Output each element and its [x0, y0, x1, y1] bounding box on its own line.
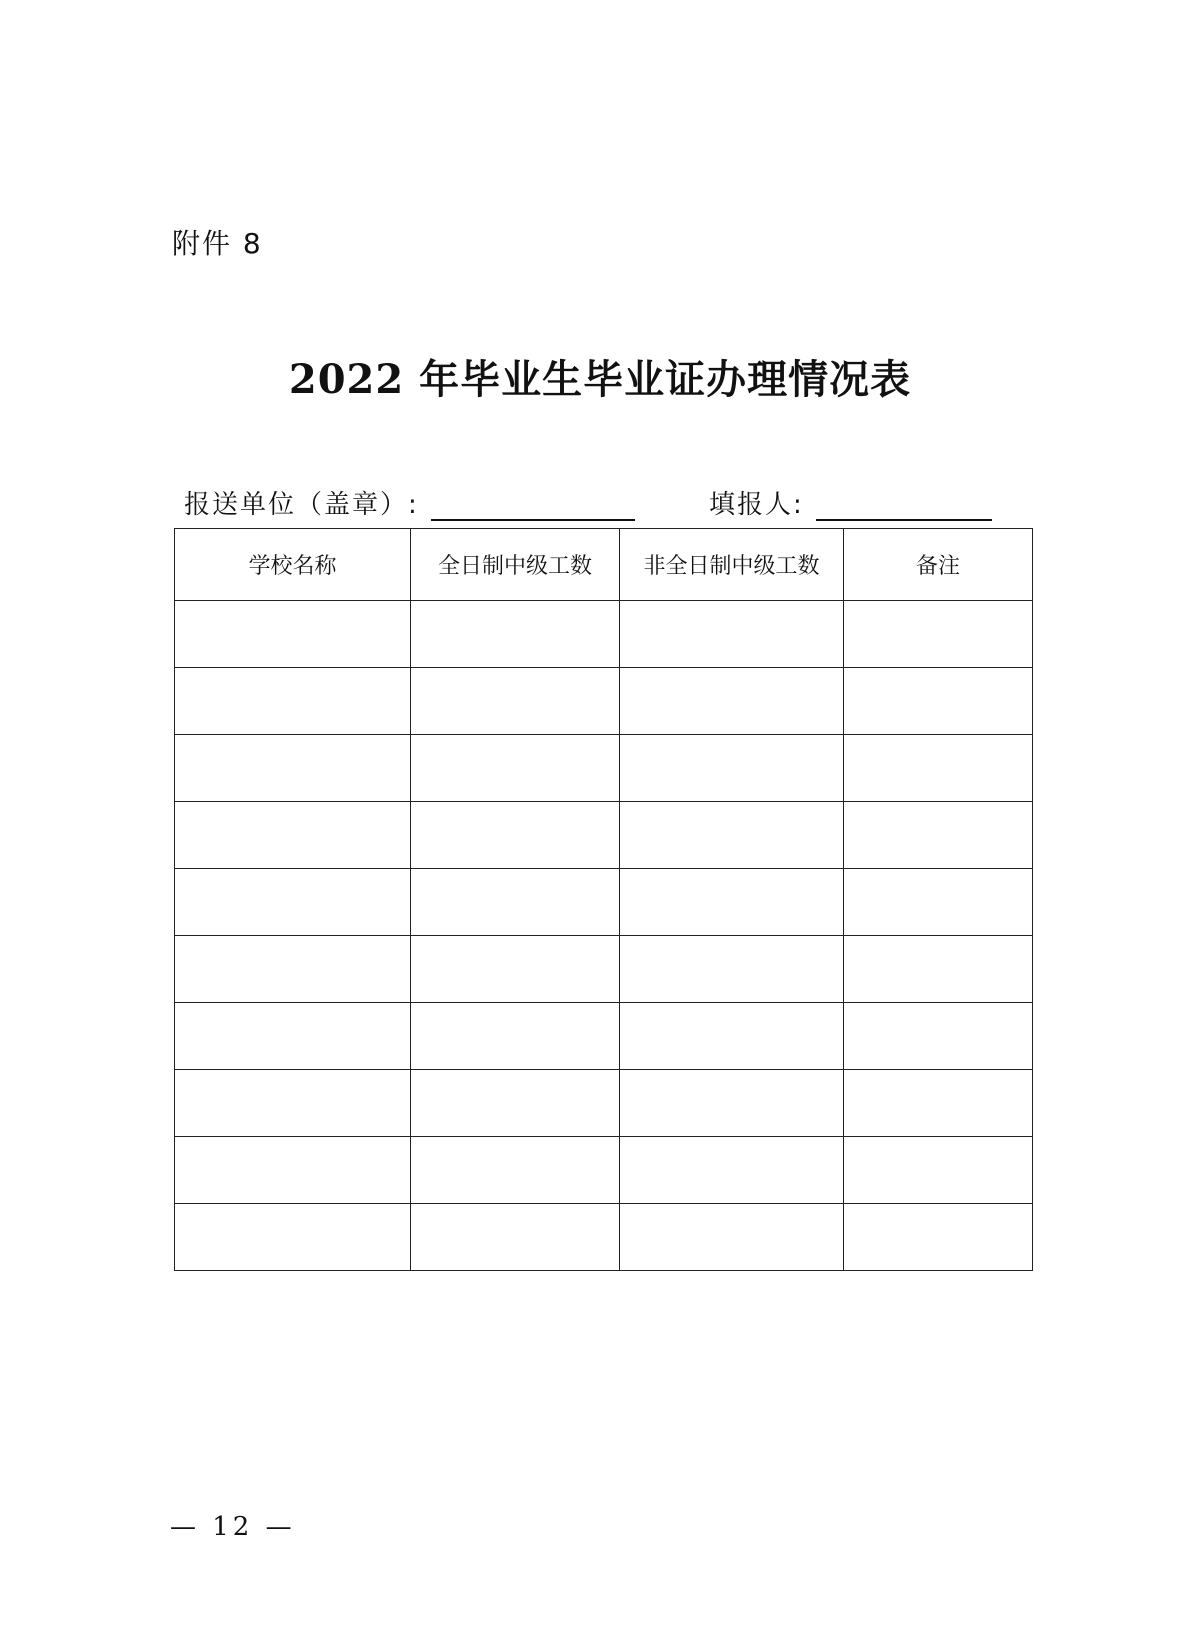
cell-fulltime-count: [411, 735, 620, 802]
cell-remarks: [844, 668, 1033, 735]
header-parttime-count: 非全日制中级工数: [620, 529, 844, 601]
table-row: [175, 1137, 1033, 1204]
reporting-unit-blank: [431, 489, 635, 521]
cell-parttime-count: [620, 1003, 844, 1070]
cell-fulltime-count: [411, 869, 620, 936]
cell-remarks: [844, 802, 1033, 869]
table-row: [175, 668, 1033, 735]
cell-parttime-count: [620, 1137, 844, 1204]
cell-remarks: [844, 1003, 1033, 1070]
reporting-unit-field: [184, 484, 635, 521]
cell-parttime-count: [620, 802, 844, 869]
reporting-unit-label: 报送单位（盖章）:: [184, 490, 419, 520]
cell-fulltime-count: [411, 1204, 620, 1271]
cell-fulltime-count: [411, 1070, 620, 1137]
cell-remarks: [844, 1204, 1033, 1271]
document-title: 2022 年毕业生毕业证办理情况表: [288, 356, 912, 403]
cell-school-name: [175, 668, 411, 735]
cell-parttime-count: [620, 735, 844, 802]
cell-fulltime-count: [411, 601, 620, 668]
cell-school-name: [175, 936, 411, 1003]
cell-remarks: [844, 869, 1033, 936]
cell-remarks: [844, 936, 1033, 1003]
cell-school-name: [175, 869, 411, 936]
cell-fulltime-count: [411, 802, 620, 869]
header-school-name: 学校名称: [175, 529, 411, 601]
table-row: [175, 1003, 1033, 1070]
cell-remarks: [844, 735, 1033, 802]
cell-remarks: [844, 1070, 1033, 1137]
cell-parttime-count: [620, 1070, 844, 1137]
cell-parttime-count: [620, 668, 844, 735]
table-row: [175, 936, 1033, 1003]
table-row: [175, 1070, 1033, 1137]
header-remarks: 备注: [844, 529, 1033, 601]
cell-school-name: [175, 1003, 411, 1070]
filler-blank: [816, 489, 992, 521]
cell-parttime-count: [620, 936, 844, 1003]
filler-label: 填报人:: [709, 490, 804, 520]
cell-parttime-count: [620, 601, 844, 668]
table-header-row: [175, 529, 1033, 601]
cell-school-name: [175, 1204, 411, 1271]
cell-fulltime-count: [411, 1137, 620, 1204]
table-row: [175, 601, 1033, 668]
table-row: [175, 735, 1033, 802]
attachment-label: 附件 8: [172, 227, 263, 260]
cell-school-name: [175, 735, 411, 802]
page-number: — 12 —: [170, 1512, 296, 1542]
table-row: [175, 1204, 1033, 1271]
cell-remarks: [844, 601, 1033, 668]
cell-school-name: [175, 601, 411, 668]
cell-school-name: [175, 802, 411, 869]
graduation-certificate-table: [174, 528, 1033, 1271]
table-body: [175, 601, 1033, 1271]
table-row: [175, 802, 1033, 869]
header-fulltime-count: 全日制中级工数: [411, 529, 620, 601]
cell-parttime-count: [620, 869, 844, 936]
cell-fulltime-count: [411, 936, 620, 1003]
filler-field: [709, 484, 992, 521]
cell-school-name: [175, 1070, 411, 1137]
cell-parttime-count: [620, 1204, 844, 1271]
table-row: [175, 869, 1033, 936]
cell-school-name: [175, 1137, 411, 1204]
cell-fulltime-count: [411, 668, 620, 735]
cell-fulltime-count: [411, 1003, 620, 1070]
cell-remarks: [844, 1137, 1033, 1204]
